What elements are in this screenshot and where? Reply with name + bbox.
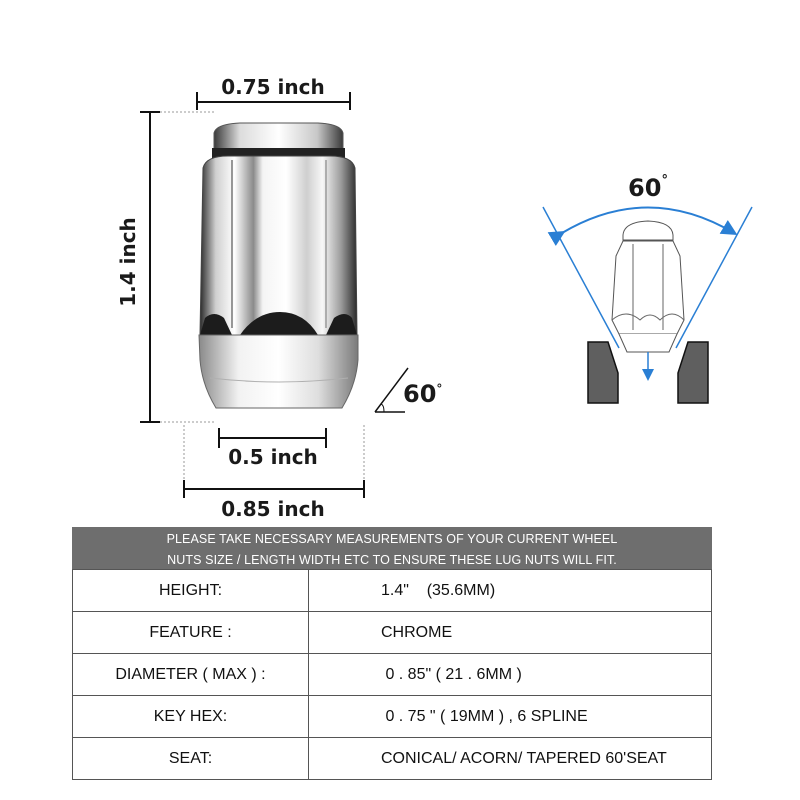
row-value: 0 . 85" ( 21 . 6MM )	[381, 665, 522, 683]
table-row-seat	[73, 737, 711, 779]
spec-table-body	[72, 569, 712, 780]
row-value: 0 . 75 " ( 19MM ) , 6 SPLINE	[381, 707, 588, 725]
spec-table	[72, 527, 712, 780]
table-row-key-hex	[73, 695, 711, 737]
row-label: HEIGHT:	[73, 570, 309, 611]
row-label: KEY HEX:	[73, 696, 309, 737]
notice-line-2: NUTS SIZE / LENGTH WIDTH ETC TO ENSURE THESE LUG NUTS WILL FIT.	[167, 553, 617, 567]
lug-nut-image	[199, 123, 358, 408]
table-row-height	[73, 569, 711, 611]
notice-line-1: PLEASE TAKE NECESSARY MEASUREMENTS OF YOUR CURRENT WHEEL	[166, 532, 618, 546]
top-width-label: 0.75 inch	[221, 75, 325, 99]
row-label: DIAMETER ( MAX ) :	[73, 654, 309, 695]
table-row-diameter	[73, 653, 711, 695]
row-label: SEAT:	[73, 738, 309, 779]
row-value: 1.4" (35.6MM)	[381, 581, 496, 599]
row-label: FEATURE :	[73, 612, 309, 653]
diagram-angle-label: 60°	[628, 173, 668, 202]
table-header-notice	[72, 527, 712, 569]
row-value: CONICAL/ ACORN/ TAPERED 60'SEAT	[381, 749, 667, 767]
row-value: CHROME	[381, 623, 453, 641]
seat-diagram	[543, 207, 752, 403]
table-row-feature	[73, 611, 711, 653]
seat-angle-label: 60°	[403, 380, 443, 408]
base-width-label: 0.85 inch	[221, 497, 325, 520]
seat-width-label: 0.5 inch	[228, 445, 318, 469]
height-label: 1.4 inch	[116, 217, 140, 307]
